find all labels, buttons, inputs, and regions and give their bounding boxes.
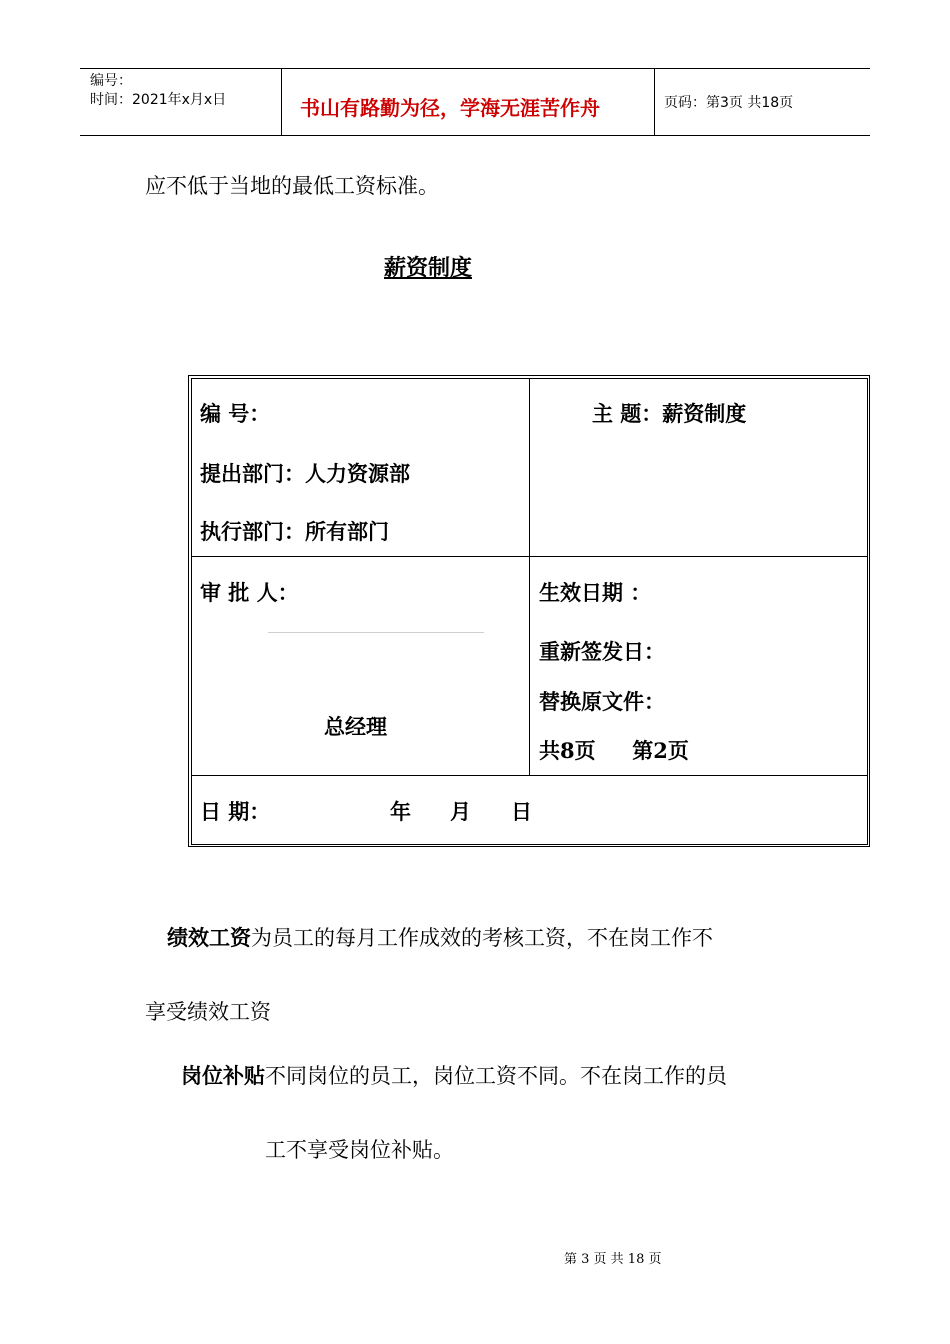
header-motto: 书山有路勤为径，学海无涯苦作舟 [300, 96, 600, 120]
form-pages-total-num: 8 [560, 738, 575, 763]
form-pages-total: 共 [539, 738, 560, 763]
intro-line: 应不低于当地的最低工资标准。 [145, 174, 439, 198]
section-title: 薪资制度 [384, 255, 473, 281]
form-column-divider [529, 378, 530, 776]
paragraph-position-allowance [181, 1063, 727, 1089]
paragraph-performance-pay [167, 925, 713, 951]
form-subject: 主 题：薪资制度 [592, 401, 747, 426]
header-number-label: 编号： [90, 73, 132, 89]
header-divider-right [654, 68, 655, 136]
form-page-count [539, 738, 689, 764]
form-pages-current-unit: 页 [667, 738, 689, 763]
form-replace-doc: 替换原文件： [539, 689, 665, 714]
form-reissue-date: 重新签发日： [539, 639, 665, 664]
form-date-month: 月 [450, 799, 471, 824]
form-proposing-dept: 提出部门：人力资源部 [200, 461, 410, 486]
form-pages-current: 第 [632, 738, 654, 763]
approver-signature-line [268, 632, 484, 633]
position-allowance-desc: 不同岗位的员工，岗位工资不同。不在岗工作的员 [265, 1064, 727, 1088]
form-date-label: 日 期： [200, 799, 271, 824]
form-date-year: 年 [390, 799, 411, 824]
header-bottom-rule [80, 135, 870, 136]
form-effective-date: 生效日期 ： [539, 580, 652, 605]
form-date-day: 日 [511, 799, 532, 824]
form-number-label: 编 号： [200, 401, 271, 426]
paragraph-position-allowance-line2: 工不享受岗位补贴。 [265, 1138, 454, 1162]
paragraph-performance-pay-line2: 享受绩效工资 [145, 1000, 271, 1024]
form-executing-dept: 执行部门：所有部门 [200, 519, 389, 544]
header-divider-left [281, 68, 282, 136]
header-page-info: 页码：第3页 共18页 [664, 95, 794, 111]
form-approver-title: 总经理 [324, 714, 387, 739]
header-time-label: 时间：2021年x月x日 [90, 92, 227, 108]
form-pages-current-num: 2 [653, 738, 668, 763]
page-footer: 第 3 页 共 18 页 [564, 1252, 662, 1267]
performance-pay-desc: 为员工的每月工作成效的考核工资，不在岗工作不 [251, 926, 713, 950]
form-row-divider-2 [191, 775, 868, 776]
form-row-divider-1 [191, 556, 868, 557]
form-approver-label: 审 批 人： [200, 580, 299, 605]
performance-pay-term: 绩效工资 [167, 925, 251, 950]
form-pages-total-unit: 页 [574, 738, 596, 763]
header-top-rule [80, 68, 870, 69]
position-allowance-term: 岗位补贴 [181, 1063, 265, 1088]
